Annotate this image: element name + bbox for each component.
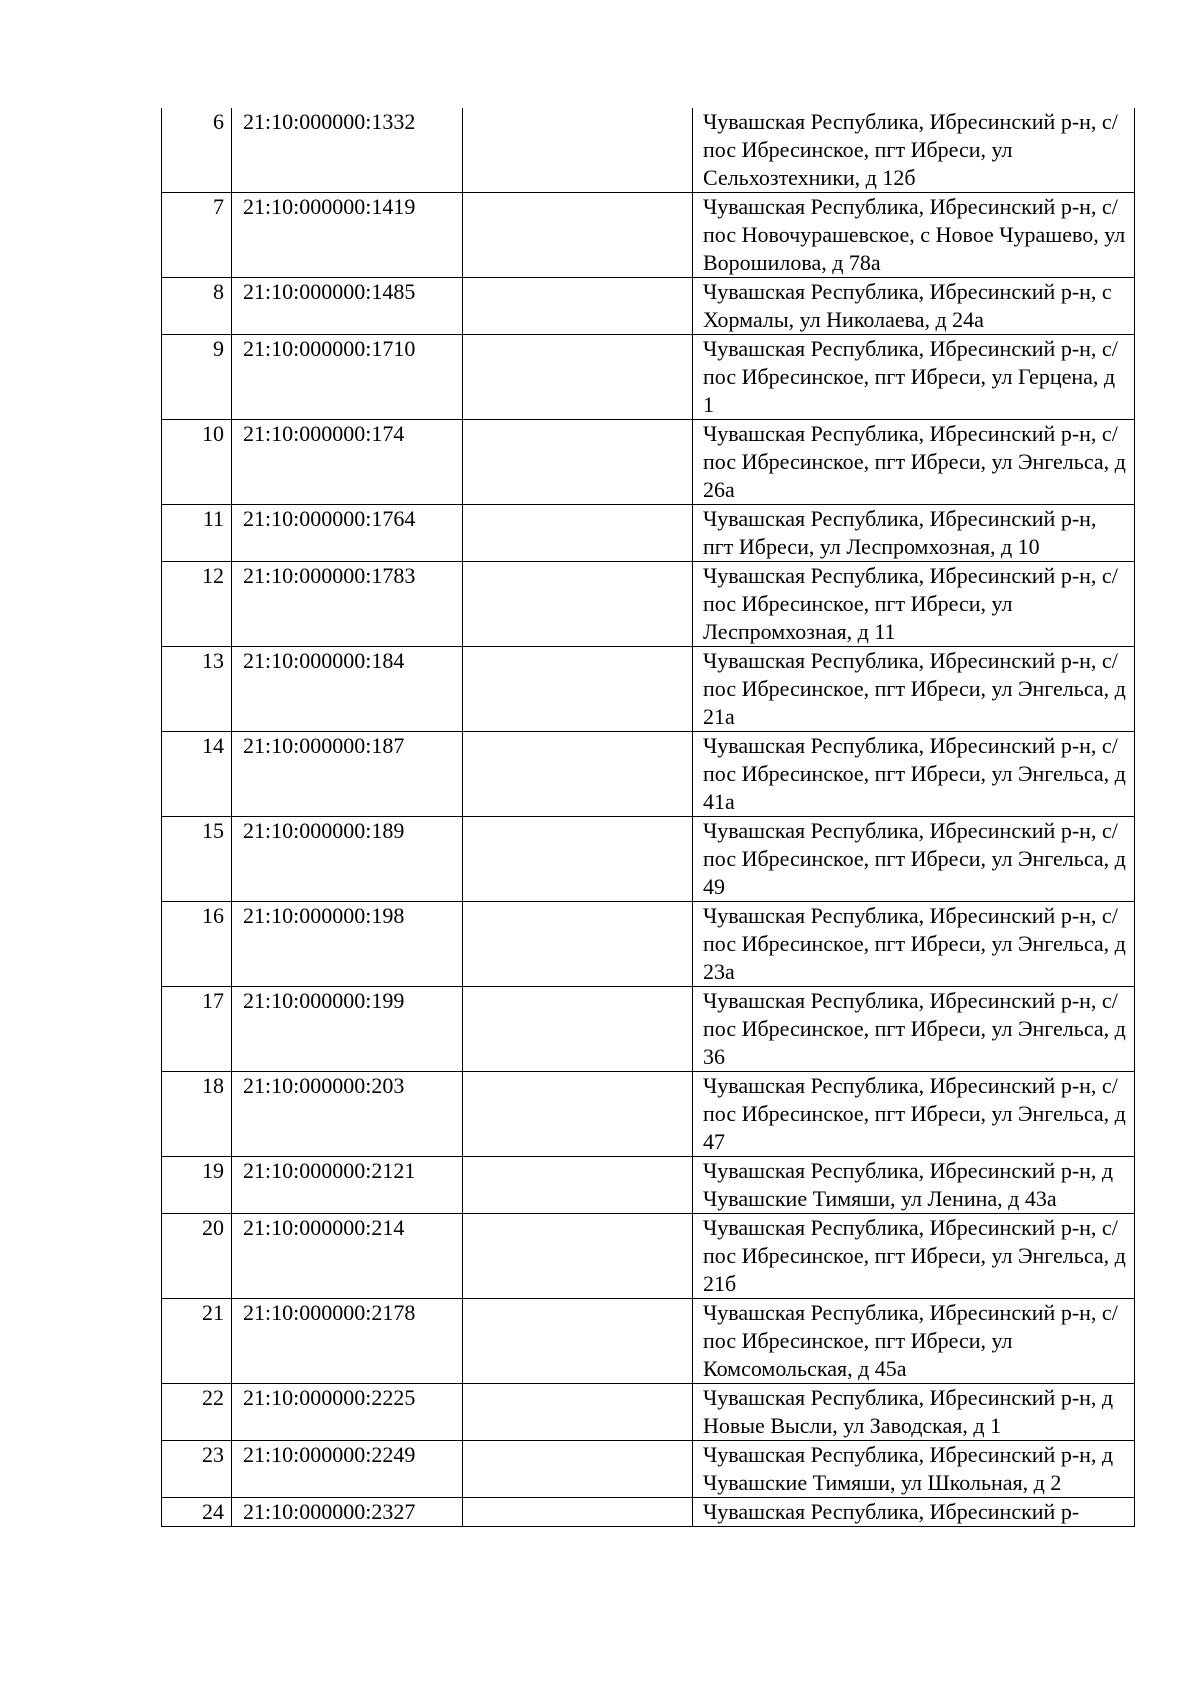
address-cell: Чувашская Республика, Ибресинский р-н, д Чувашские Тимяши, ул Ленина, д 43а [693, 1157, 1135, 1214]
empty-cell [463, 1441, 693, 1498]
empty-cell [463, 1498, 693, 1527]
address-cell: Чувашская Республика, Ибресинский р-н, с Хормалы, ул Николаева, д 24а [693, 278, 1135, 335]
row-number: 13 [162, 647, 232, 732]
row-number: 21 [162, 1299, 232, 1384]
table-row [162, 1441, 1135, 1498]
empty-cell [463, 817, 693, 902]
row-number: 17 [162, 987, 232, 1072]
table-row [162, 647, 1135, 732]
empty-cell [463, 420, 693, 505]
row-number: 19 [162, 1157, 232, 1214]
address-cell: Чувашская Республика, Ибресинский р-н, с/пос Ибресинское, пгт Ибреси, ул Энгельса, д 36 [693, 987, 1135, 1072]
table-row [162, 1072, 1135, 1157]
address-cell: Чувашская Республика, Ибресинский р-н, с/пос Ибресинское, пгт Ибреси, ул Энгельса, д 41а [693, 732, 1135, 817]
address-cell: Чувашская Республика, Ибресинский р-н, с/пос Ибресинское, пгт Ибреси, ул Леспромхозная, д 11 [693, 562, 1135, 647]
row-number: 24 [162, 1498, 232, 1527]
address-cell: Чувашская Республика, Ибресинский р-н, с/пос Ибресинское, пгт Ибреси, ул Энгельса, д 21а [693, 647, 1135, 732]
cadastral-number: 21:10:000000:184 [232, 647, 463, 732]
row-number: 20 [162, 1214, 232, 1299]
empty-cell [463, 108, 693, 193]
row-number: 8 [162, 278, 232, 335]
cadastral-number: 21:10:000000:2121 [232, 1157, 463, 1214]
empty-cell [463, 562, 693, 647]
empty-cell [463, 987, 693, 1072]
empty-cell [463, 647, 693, 732]
address-cell: Чувашская Республика, Ибресинский р-н, с/пос Новочурашевское, с Новое Чурашево, ул Ворошилова, д 78а [693, 193, 1135, 278]
cadastral-number: 21:10:000000:199 [232, 987, 463, 1072]
row-number: 14 [162, 732, 232, 817]
table-row [162, 987, 1135, 1072]
address-cell: Чувашская Республика, Ибресинский р-н, с/пос Ибресинское, пгт Ибреси, ул Энгельса, д 49 [693, 817, 1135, 902]
cadastral-number: 21:10:000000:1764 [232, 505, 463, 562]
address-cell: Чувашская Республика, Ибресинский р-н, с/пос Ибресинское, пгт Ибреси, ул Энгельса, д 26а [693, 420, 1135, 505]
table-row [162, 278, 1135, 335]
table-row [162, 505, 1135, 562]
address-cell: Чувашская Республика, Ибресинский р-н, с/пос Ибресинское, пгт Ибреси, ул Герцена, д 1 [693, 335, 1135, 420]
cadastral-number: 21:10:000000:214 [232, 1214, 463, 1299]
cadastral-number: 21:10:000000:1332 [232, 108, 463, 193]
property-table [161, 108, 1135, 1527]
row-number: 12 [162, 562, 232, 647]
cadastral-number: 21:10:000000:1710 [232, 335, 463, 420]
empty-cell [463, 1072, 693, 1157]
address-cell: Чувашская Республика, Ибресинский р-н, с/пос Ибресинское, пгт Ибреси, ул Сельхозтехники, д 12б [693, 108, 1135, 193]
row-number: 9 [162, 335, 232, 420]
empty-cell [463, 1384, 693, 1441]
table-row [162, 193, 1135, 278]
cadastral-number: 21:10:000000:2225 [232, 1384, 463, 1441]
empty-cell [463, 193, 693, 278]
cadastral-number: 21:10:000000:2178 [232, 1299, 463, 1384]
address-cell: Чувашская Республика, Ибресинский р-н, д Новые Высли, ул Заводская, д 1 [693, 1384, 1135, 1441]
address-cell: Чувашская Республика, Ибресинский р-н, с/пос Ибресинское, пгт Ибреси, ул Энгельса, д 21б [693, 1214, 1135, 1299]
address-cell: Чувашская Республика, Ибресинский р-н, пгт Ибреси, ул Леспромхозная, д 10 [693, 505, 1135, 562]
table-row [162, 732, 1135, 817]
empty-cell [463, 1157, 693, 1214]
address-cell: Чувашская Республика, Ибресинский р-н, с/пос Ибресинское, пгт Ибреси, ул Энгельса, д 23а [693, 902, 1135, 987]
empty-cell [463, 902, 693, 987]
address-cell: Чувашская Республика, Ибресинский р-н, с/пос Ибресинское, пгт Ибреси, ул Энгельса, д 47 [693, 1072, 1135, 1157]
table-row [162, 562, 1135, 647]
cadastral-number: 21:10:000000:1419 [232, 193, 463, 278]
empty-cell [463, 732, 693, 817]
cadastral-number: 21:10:000000:1783 [232, 562, 463, 647]
row-number: 7 [162, 193, 232, 278]
table-row [162, 1384, 1135, 1441]
cadastral-number: 21:10:000000:198 [232, 902, 463, 987]
empty-cell [463, 335, 693, 420]
row-number: 16 [162, 902, 232, 987]
empty-cell [463, 505, 693, 562]
row-number: 18 [162, 1072, 232, 1157]
row-number: 10 [162, 420, 232, 505]
empty-cell [463, 278, 693, 335]
table-body [162, 108, 1135, 1527]
address-cell: Чувашская Республика, Ибресинский р-н, д Чувашские Тимяши, ул Школьная, д 2 [693, 1441, 1135, 1498]
cadastral-number: 21:10:000000:189 [232, 817, 463, 902]
table-row [162, 1498, 1135, 1527]
table-row [162, 108, 1135, 193]
cadastral-number: 21:10:000000:1485 [232, 278, 463, 335]
row-number: 23 [162, 1441, 232, 1498]
table-row [162, 420, 1135, 505]
row-number: 6 [162, 108, 232, 193]
row-number: 15 [162, 817, 232, 902]
table-row [162, 902, 1135, 987]
row-number: 11 [162, 505, 232, 562]
address-cell: Чувашская Республика, Ибресинский р-н, с/пос Ибресинское, пгт Ибреси, ул Комсомольская, д 45а [693, 1299, 1135, 1384]
cadastral-number: 21:10:000000:174 [232, 420, 463, 505]
cadastral-number: 21:10:000000:203 [232, 1072, 463, 1157]
empty-cell [463, 1214, 693, 1299]
row-number: 22 [162, 1384, 232, 1441]
table-row [162, 1299, 1135, 1384]
cadastral-number: 21:10:000000:2249 [232, 1441, 463, 1498]
cadastral-number: 21:10:000000:187 [232, 732, 463, 817]
address-cell: Чувашская Республика, Ибресинский р- [693, 1498, 1135, 1527]
table-row [162, 817, 1135, 902]
cadastral-number: 21:10:000000:2327 [232, 1498, 463, 1527]
table-row [162, 335, 1135, 420]
table-row [162, 1214, 1135, 1299]
empty-cell [463, 1299, 693, 1384]
table-row [162, 1157, 1135, 1214]
